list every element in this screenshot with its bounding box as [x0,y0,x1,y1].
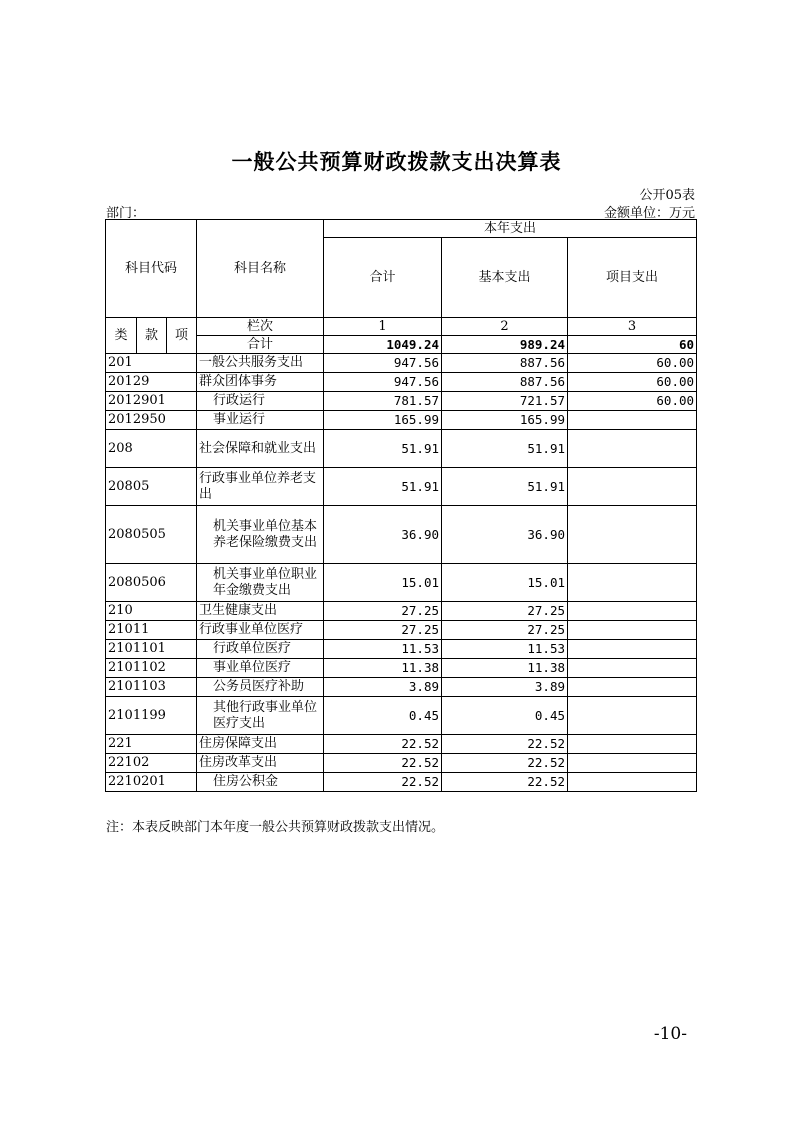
row-code: 2101102 [106,659,197,678]
header-lanci: 栏次 [197,318,324,336]
row-code: 22102 [106,754,197,773]
row-total: 947.56 [324,354,442,373]
row-project [568,754,697,773]
table-row [106,373,697,392]
row-name: 行政事业单位医疗 [197,621,324,640]
row-name: 行政单位医疗 [197,640,324,659]
row-project [568,678,697,697]
row-project: 60.00 [568,354,697,373]
total-basic: 989.24 [442,336,568,354]
header-col3: 3 [568,318,697,336]
row-total: 22.52 [324,773,442,792]
row-project [568,468,697,506]
row-name: 公务员医疗补助 [197,678,324,697]
row-project [568,506,697,564]
row-basic: 27.25 [442,621,568,640]
row-code: 201 [106,354,197,373]
row-name: 住房公积金 [197,773,324,792]
row-basic: 887.56 [442,354,568,373]
total-sum: 1049.24 [324,336,442,354]
row-total: 27.25 [324,602,442,621]
row-total: 947.56 [324,373,442,392]
row-basic: 721.57 [442,392,568,411]
row-code: 2101199 [106,697,197,735]
row-name: 机关事业单位职业年金缴费支出 [197,564,324,602]
department-label: 部门： [106,206,146,221]
header-row-1 [106,220,697,238]
row-code: 2101103 [106,678,197,697]
row-code: 2012950 [106,411,197,430]
row-basic: 165.99 [442,411,568,430]
row-name: 群众团体事务 [197,373,324,392]
row-code: 221 [106,735,197,754]
row-total: 0.45 [324,697,442,735]
row-basic: 51.91 [442,430,568,468]
header-basic: 基本支出 [442,238,568,318]
row-basic: 36.90 [442,506,568,564]
row-name: 住房改革支出 [197,754,324,773]
table-row [106,354,697,373]
table-row [106,468,697,506]
row-code: 208 [106,430,197,468]
row-basic: 22.52 [442,754,568,773]
header-total: 合计 [324,238,442,318]
row-basic: 22.52 [442,735,568,754]
expenditure-table [105,219,697,792]
table-row [106,392,697,411]
header-group: 本年支出 [324,220,697,238]
row-total: 781.57 [324,392,442,411]
row-total: 36.90 [324,506,442,564]
unit-label: 金额单位：万元 [603,206,695,221]
row-code: 21011 [106,621,197,640]
header-lei: 类 [106,318,137,354]
table-row [106,754,697,773]
total-project: 60 [568,336,697,354]
row-name: 住房保障支出 [197,735,324,754]
row-total: 51.91 [324,468,442,506]
row-project [568,411,697,430]
row-total: 165.99 [324,411,442,430]
header-xiang: 项 [167,318,197,354]
table-row [106,697,697,735]
header-code: 科目代码 [106,220,197,318]
row-project [568,697,697,735]
table-row [106,621,697,640]
table-note: 注：本表反映部门本年度一般公共预算财政拨款支出情况。 [106,820,445,835]
row-total: 22.52 [324,754,442,773]
row-name: 其他行政事业单位医疗支出 [197,697,324,735]
header-kuan: 款 [137,318,167,354]
row-code: 210 [106,602,197,621]
total-label: 合计 [197,336,324,354]
row-total: 27.25 [324,621,442,640]
row-project [568,659,697,678]
row-total: 51.91 [324,430,442,468]
header-project: 项目支出 [568,238,697,318]
table-row [106,411,697,430]
table-row [106,430,697,468]
header-name: 科目名称 [197,220,324,318]
header-col2: 2 [442,318,568,336]
row-basic: 27.25 [442,602,568,621]
row-project [568,735,697,754]
header-col1: 1 [324,318,442,336]
row-basic: 51.91 [442,468,568,506]
row-total: 3.89 [324,678,442,697]
row-project [568,640,697,659]
table-row [106,735,697,754]
form-id: 公开05表 [639,188,695,203]
row-total: 15.01 [324,564,442,602]
row-project [568,621,697,640]
table-row [106,773,697,792]
row-name: 行政运行 [197,392,324,411]
row-name: 卫生健康支出 [197,602,324,621]
row-name: 事业单位医疗 [197,659,324,678]
row-code: 2080506 [106,564,197,602]
row-project [568,564,697,602]
row-basic: 11.53 [442,640,568,659]
row-total: 11.38 [324,659,442,678]
row-name: 事业运行 [197,411,324,430]
row-code: 2012901 [106,392,197,411]
table-row [106,678,697,697]
page-number: -10- [653,1024,687,1044]
row-project: 60.00 [568,373,697,392]
row-code: 2101101 [106,640,197,659]
row-total: 11.53 [324,640,442,659]
page-title: 一般公共预算财政拨款支出决算表 [231,150,562,174]
header-row-3 [106,318,697,336]
row-basic: 0.45 [442,697,568,735]
row-basic: 887.56 [442,373,568,392]
row-basic: 3.89 [442,678,568,697]
row-project [568,773,697,792]
row-name: 机关事业单位基本养老保险缴费支出 [197,506,324,564]
row-name: 一般公共服务支出 [197,354,324,373]
row-code: 2080505 [106,506,197,564]
table-row [106,602,697,621]
row-project: 60.00 [568,392,697,411]
row-code: 20805 [106,468,197,506]
row-project [568,602,697,621]
table-row [106,640,697,659]
row-code: 20129 [106,373,197,392]
row-name: 行政事业单位养老支出 [197,468,324,506]
table-row [106,564,697,602]
table-row [106,506,697,564]
row-name: 社会保障和就业支出 [197,430,324,468]
row-basic: 15.01 [442,564,568,602]
row-total: 22.52 [324,735,442,754]
table-row [106,659,697,678]
row-project [568,430,697,468]
row-code: 2210201 [106,773,197,792]
row-basic: 22.52 [442,773,568,792]
row-basic: 11.38 [442,659,568,678]
